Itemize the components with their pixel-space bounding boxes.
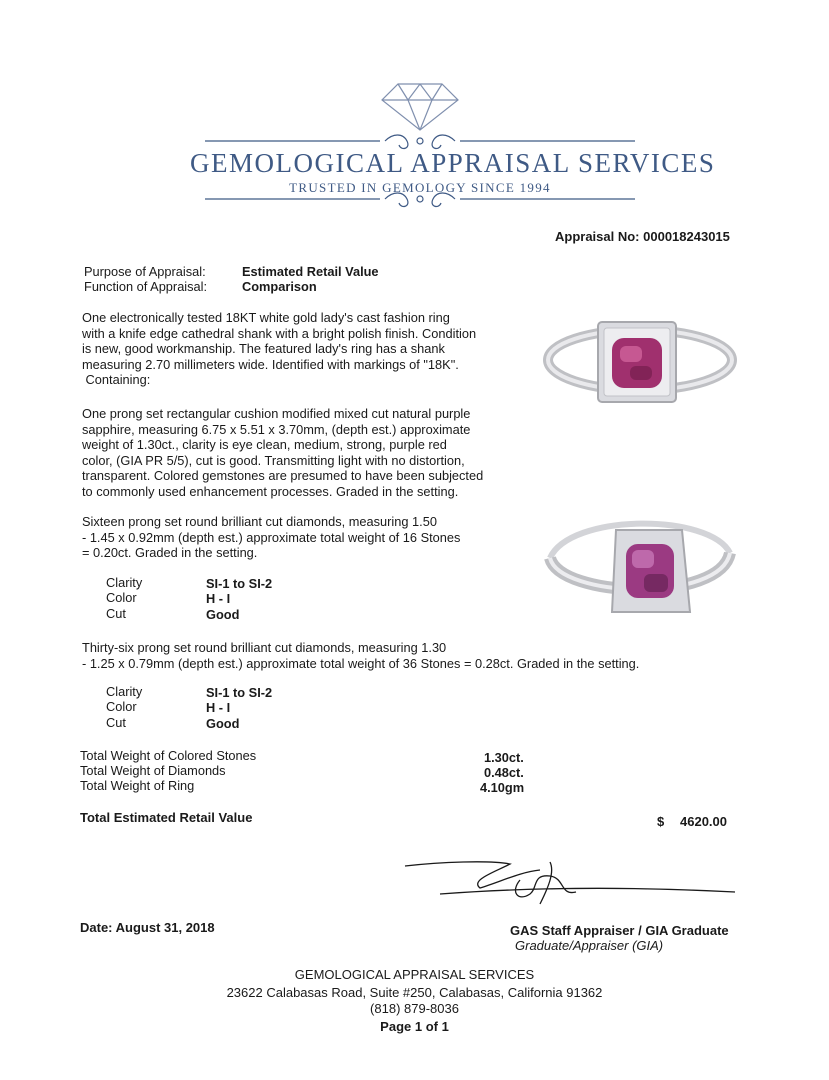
text-line: One prong set rectangular cushion modified mixed cut natural purple: [82, 406, 471, 421]
color-label: Color: [106, 590, 137, 605]
text-line: Sixteen prong set round brilliant cut diamonds, measuring 1.50: [82, 514, 437, 529]
text-line: transparent. Colored gemstones are presumed to have been subjected: [82, 468, 484, 483]
purpose-value: Estimated Retail Value: [242, 264, 379, 279]
sapphire-description: [82, 406, 532, 499]
total-colored-value: 1.30ct.: [484, 750, 524, 765]
diamonds-description-2: [82, 640, 722, 671]
appraisal-date: Date: August 31, 2018: [80, 920, 215, 935]
ring-photo-top: [540, 300, 740, 410]
purpose-label: Purpose of Appraisal:: [84, 264, 206, 279]
text-line: color, (GIA PR 5/5), cut is good. Transmitting light with no distortion,: [82, 452, 465, 468]
total-retail-label: Total Estimated Retail Value: [80, 810, 253, 825]
footer-address: 23622 Calabasas Road, Suite #250, Calabasas, California 91362: [226, 985, 603, 1000]
total-diamonds-value: 0.48ct.: [484, 765, 524, 780]
ring-side-view-icon: [540, 508, 740, 623]
currency-symbol: $: [657, 814, 665, 829]
function-label: Function of Appraisal:: [84, 279, 208, 294]
text-line: with a knife edge cathedral shank with a bright polish finish. Condition: [82, 325, 477, 341]
text-line: sapphire, measuring 6.75 x 5.51 x 3.70mm, (depth est.) approximate: [82, 421, 471, 437]
appraiser-subtitle: Graduate/Appraiser (GIA): [515, 938, 664, 953]
total-ring-label: Total Weight of Ring: [80, 778, 195, 793]
text-line: Thirty-six prong set round brilliant cut diamonds, measuring 1.30: [82, 640, 447, 655]
text-line: measuring 2.70 millimeters wide. Identified with markings of "18K".: [82, 356, 459, 372]
company-name: GEMOLOGICAL APPRAISAL SERVICES: [190, 148, 716, 178]
function-value: Comparison: [242, 279, 317, 294]
ring-description: [82, 310, 522, 388]
appraiser-signature: [400, 852, 740, 912]
color-value: H - I: [206, 591, 231, 606]
total-colored-label: Total Weight of Colored Stones: [80, 748, 257, 763]
total-ring-value: 4.10gm: [480, 780, 525, 795]
cut-label: Cut: [106, 715, 126, 730]
clarity-value: SI-1 to SI-2: [206, 576, 273, 591]
color-value: H - I: [206, 700, 231, 715]
text-line: Containing:: [82, 372, 151, 387]
text-line: weight of 1.30ct., clarity is eye clean, medium, strong, purple red: [82, 437, 447, 452]
cut-value: Good: [206, 607, 240, 622]
text-line: - 1.45 x 0.92mm (depth est.) approximate total weight of 16 Stones: [82, 529, 461, 545]
total-diamonds-label: Total Weight of Diamonds: [80, 763, 226, 778]
ring-photo-side: [540, 508, 740, 623]
company-tagline: TRUSTED IN GEMOLOGY SINCE 1994: [289, 180, 551, 195]
clarity-label: Clarity: [106, 575, 143, 590]
footer-phone: (818) 879-8036: [370, 1001, 459, 1016]
clarity-value: SI-1 to SI-2: [206, 685, 273, 700]
clarity-label: Clarity: [106, 684, 143, 699]
page-number: Page 1 of 1: [380, 1019, 449, 1034]
diamonds-description-1: [82, 514, 532, 561]
color-label: Color: [106, 699, 137, 714]
text-line: One electronically tested 18KT white gold lady's cast fashion ring: [82, 310, 450, 325]
cut-value: Good: [206, 716, 240, 731]
total-retail-value: 4620.00: [680, 814, 727, 829]
appraiser-title: GAS Staff Appraiser / GIA Graduate: [510, 923, 729, 938]
text-line: - 1.25 x 0.79mm (depth est.) approximate total weight of 36 Stones = 0.28ct. Graded in the setting.: [82, 655, 640, 671]
text-line: = 0.20ct. Graded in the setting.: [82, 545, 258, 560]
text-line: is new, good workmanship. The featured lady's ring has a shank: [82, 341, 445, 356]
appraisal-number: Appraisal No: 000018243015: [555, 229, 730, 244]
cut-label: Cut: [106, 606, 126, 621]
ring-top-view-icon: [540, 300, 740, 410]
text-line: to commonly used enhancement processes. Graded in the setting.: [82, 483, 459, 499]
footer-company: GEMOLOGICAL APPRAISAL SERVICES: [294, 967, 535, 982]
